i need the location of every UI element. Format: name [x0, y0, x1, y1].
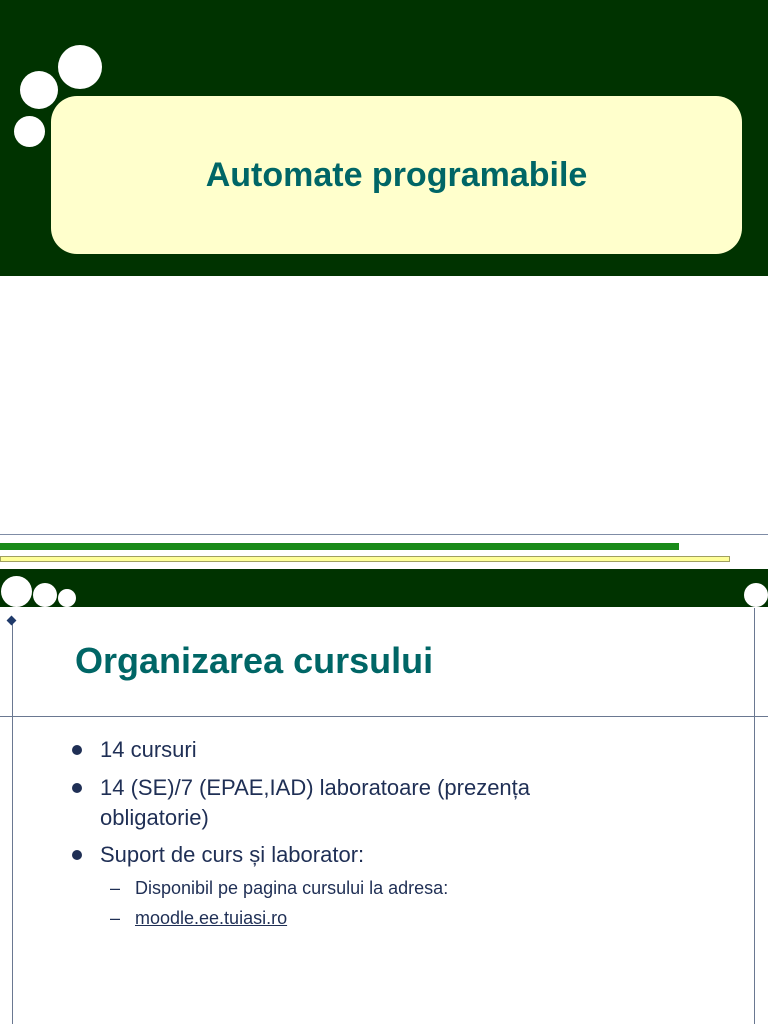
decorative-circle-icon [20, 71, 58, 109]
list-item-text: 14 cursuri [100, 737, 197, 762]
list-item-text: Suport de curs și laborator: [100, 842, 365, 867]
bullet-icon [72, 850, 82, 860]
course-website-link[interactable]: moodle.ee.tuiasi.ro [135, 908, 288, 928]
green-accent-bar [0, 543, 679, 550]
dash-bullet-icon: – [110, 878, 121, 898]
slide1-title: Automate programabile [205, 155, 588, 194]
slide1-title-box [51, 96, 742, 254]
bullet-icon [72, 745, 82, 755]
slide2-title: Organizarea cursului [75, 640, 434, 681]
frame-line-right [754, 608, 755, 1024]
decorative-circle-icon [1, 576, 32, 607]
decorative-circle-icon [33, 583, 57, 607]
decorative-circle-icon [744, 583, 768, 607]
decorative-circle-icon [58, 45, 102, 89]
dash-bullet-icon: – [110, 908, 121, 928]
yellow-accent-bar [0, 556, 730, 562]
decorative-circle-icon [58, 589, 76, 607]
bullet-icon [72, 783, 82, 793]
sub-list-item-text: Disponibil pe pagina cursului la adresa: [135, 878, 449, 898]
frame-line-horizontal [0, 716, 768, 717]
slide2-header [0, 569, 768, 607]
diamond-icon [7, 616, 17, 626]
slide-separator-line [0, 534, 768, 535]
list-item-text: 14 (SE)/7 (EPAE,IAD) laboratoare (prezența obligatorie) [100, 775, 531, 830]
decorative-circle-icon [14, 116, 45, 147]
frame-line-left [12, 620, 13, 1024]
